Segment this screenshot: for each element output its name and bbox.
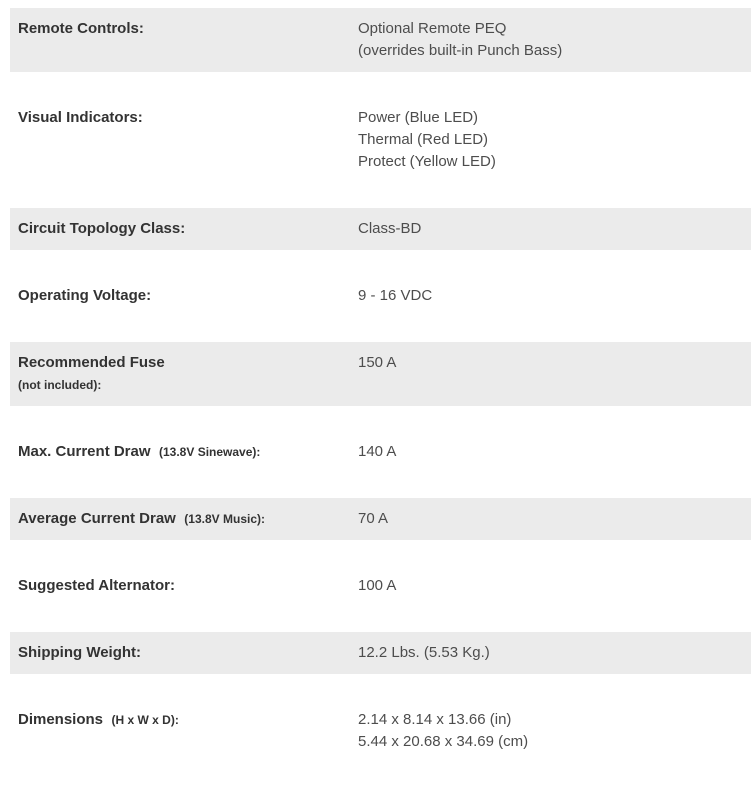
spec-label [18,508,358,530]
spec-value-line: Class-BD [358,220,422,237]
spec-label [18,285,358,307]
spec-label [18,441,358,463]
spec-value [358,709,743,753]
spec-value-line: 70 A [358,510,389,527]
spec-label [18,18,358,40]
spec-label-text: Visual Indicators: [18,109,143,126]
spec-row-circuit-topology-class [10,208,751,250]
spec-value [358,285,743,307]
spec-label-subtext: (not included): [18,378,102,392]
spec-label [18,575,358,597]
spec-label [18,709,358,731]
spec-row-remote-controls [10,8,751,72]
spec-label-subtext: (13.8V Music): [184,512,265,526]
spec-value [358,642,743,664]
spec-label-subtext: (13.8V Sinewave): [159,445,261,459]
spec-label [18,642,358,664]
spec-value [358,508,743,530]
spec-row-recommended-fuse [10,342,751,406]
spec-row-average-current-draw [10,498,751,540]
spec-row-visual-indicators [10,97,751,183]
spec-label-text: Circuit Topology Class: [18,220,186,237]
spec-value-line: 5.44 x 20.68 x 34.69 (cm) [358,733,529,750]
spec-value-line: 100 A [358,577,397,594]
spec-value [358,107,743,173]
spec-row-shipping-weight [10,632,751,674]
spec-label [18,218,358,240]
spec-value [358,18,743,62]
spec-label-text: Operating Voltage: [18,287,152,304]
spec-label [18,352,358,396]
spec-value-line: Optional Remote PEQ [358,20,507,37]
spec-label-subtext: (H x W x D): [111,713,179,727]
spec-row-max-current-draw [10,431,751,473]
spec-label-text: Remote Controls: [18,20,144,37]
spec-row-suggested-alternator [10,565,751,607]
spec-value [358,352,743,374]
spec-value [358,575,743,597]
spec-value [358,218,743,240]
spec-label-text: Max. Current Draw [18,443,151,460]
spec-row-dimensions [10,699,751,763]
spec-label-text: Recommended Fuse [18,354,165,371]
spec-label [18,107,358,129]
spec-row-operating-voltage [10,275,751,317]
spec-label-text: Average Current Draw [18,510,176,527]
spec-value-line: Power (Blue LED) [358,109,479,126]
spec-value-line: 9 - 16 VDC [358,287,433,304]
spec-label-text: Suggested Alternator: [18,577,175,594]
spec-value [358,441,743,463]
spec-value-line: Thermal (Red LED) [358,131,489,148]
spec-value-line: 140 A [358,443,397,460]
spec-label-text: Dimensions [18,711,104,728]
spec-value-line: 150 A [358,354,397,371]
spec-label-text: Shipping Weight: [18,644,142,661]
spec-value-line: 2.14 x 8.14 x 13.66 (in) [358,711,512,728]
spec-value-line: Protect (Yellow LED) [358,153,496,170]
spec-value-line: (overrides built-in Punch Bass) [358,42,563,59]
spec-value-line: 12.2 Lbs. (5.53 Kg.) [358,644,490,661]
